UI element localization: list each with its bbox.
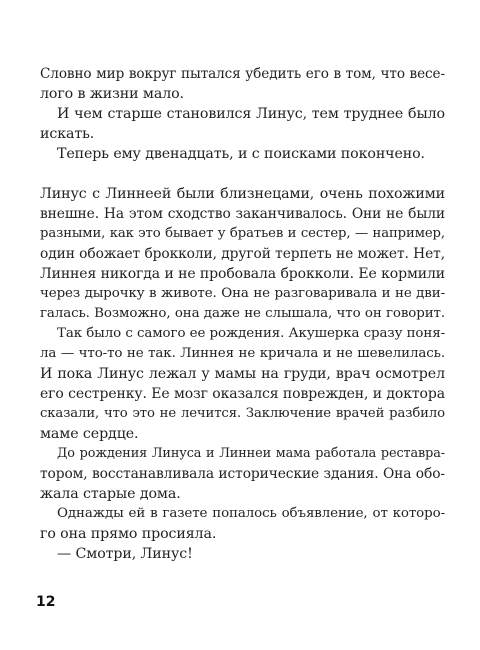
text-line: один обожает брокколи, другой терпеть не может. Нет,: [40, 246, 445, 262]
text-line: И пока Линус лежал у мамы на груди, врач осмотрел: [40, 366, 445, 382]
text-line: ла — что-то не так. Линнея не кричала и не шевелилась.: [40, 346, 445, 361]
text-line: — Смотри, Линус!: [57, 546, 193, 562]
text-line: искать.: [40, 126, 95, 142]
text-line: Так было с самого ее рождения. Акушерка сразу поня-: [57, 326, 445, 341]
text-line: разными, как это бывает у братьев и сестер, — например,: [40, 226, 445, 241]
text-line: сказали, что это не лечится. Заключение врачей разбило: [40, 406, 445, 421]
text-line: жала старые дома.: [40, 486, 181, 502]
text-line: И чем старше становился Линус, тем труднее было: [57, 106, 445, 122]
text-line: его сестренку. Ее мозг оказался поврежден, и доктора: [40, 386, 445, 402]
text-line: лого в жизни мало.: [40, 86, 184, 102]
text-line: До рождения Линуса и Линнеи мама работала реставра-: [57, 446, 445, 461]
page-number: 12: [36, 594, 56, 610]
text-line: Линус с Линнеей были близнецами, очень похожими: [40, 186, 445, 202]
text-line: галась. Возможно, она даже не слышала, что он говорит.: [40, 306, 445, 321]
text-line: тором, восстанавливала исторические здания. Она обо-: [40, 466, 445, 482]
text-line: через дырочку в животе. Она не разговаривала и не дви-: [40, 286, 445, 301]
text-line: маме сердце.: [40, 426, 139, 442]
text-line: внешне. На этом сходство заканчивалось. Они не были: [40, 206, 445, 222]
text-line: Теперь ему двенадцать, и с поисками покончено.: [57, 146, 425, 162]
text-line: Словно мир вокруг пытался убедить его в том, что весе-: [40, 66, 445, 82]
text-line: Линнея никогда и не пробовала брокколи. Ее кормили: [40, 266, 445, 282]
text-line: Однажды ей в газете попалось объявление, от которо-: [57, 506, 445, 521]
text-line: го она прямо просияла.: [40, 526, 217, 542]
